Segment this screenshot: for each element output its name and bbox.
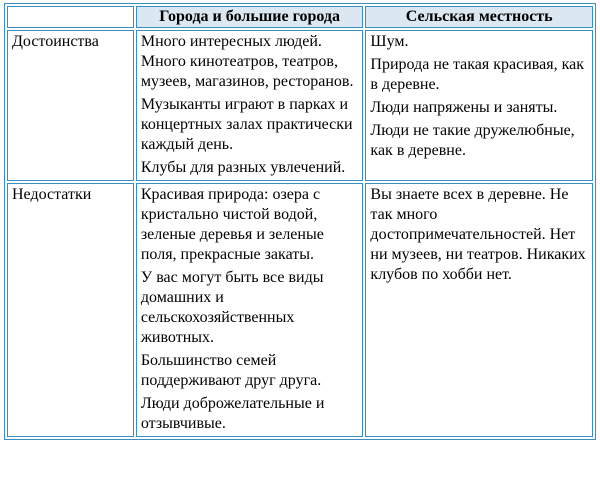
text-paragraph: Музыканты играют в парках и концертных залах практически каждый день. bbox=[140, 96, 353, 153]
text-paragraph: Шум. bbox=[370, 33, 409, 50]
text-paragraph: Люди напряжены и заняты. bbox=[370, 99, 558, 116]
row-label-disadvantages: Недостатки bbox=[7, 183, 134, 437]
cell-advantages-country bbox=[365, 30, 593, 181]
cell-advantages-city bbox=[136, 30, 364, 181]
text-paragraph: Люди доброжелательные и отзывчивые. bbox=[140, 395, 325, 432]
text-paragraph: Много интересных людей. Много кинотеатров, театров, музеев, магазинов, ресторанов. bbox=[140, 33, 354, 90]
comparison-table-frame bbox=[4, 3, 596, 440]
text-paragraph: Красивая природа: озера с кристально чистой водой, зеленые деревья и зеленые поля, прекрасные закаты. bbox=[140, 186, 324, 263]
text-paragraph: Клубы для разных увлечений. bbox=[140, 159, 346, 176]
header-country: Сельская местность bbox=[365, 6, 593, 28]
table-row-advantages bbox=[7, 30, 593, 181]
header-corner-cell bbox=[7, 6, 134, 28]
header-city: Города и большие города bbox=[136, 6, 364, 28]
row-label-advantages: Достоинства bbox=[7, 30, 134, 181]
text-paragraph: У вас могут быть все виды домашних и сельскохозяйственных животных. bbox=[140, 269, 324, 346]
cell-disadvantages-country bbox=[365, 183, 593, 437]
text-paragraph: Природа не такая красивая, как в деревне. bbox=[370, 56, 585, 93]
text-paragraph: Люди не такие дружелюбные, как в деревне. bbox=[370, 122, 575, 159]
table-row-disadvantages bbox=[7, 183, 593, 437]
cell-disadvantages-city bbox=[136, 183, 364, 437]
text-paragraph: Большинство семей поддерживают друг друга. bbox=[140, 352, 322, 389]
comparison-table bbox=[5, 4, 595, 439]
header-row bbox=[7, 6, 593, 28]
text-paragraph: Вы знаете всех в деревне. Не так много достопримечательностей. Нет ни музеев, ни театров. Никаких клубов по хобби нет. bbox=[370, 186, 586, 283]
